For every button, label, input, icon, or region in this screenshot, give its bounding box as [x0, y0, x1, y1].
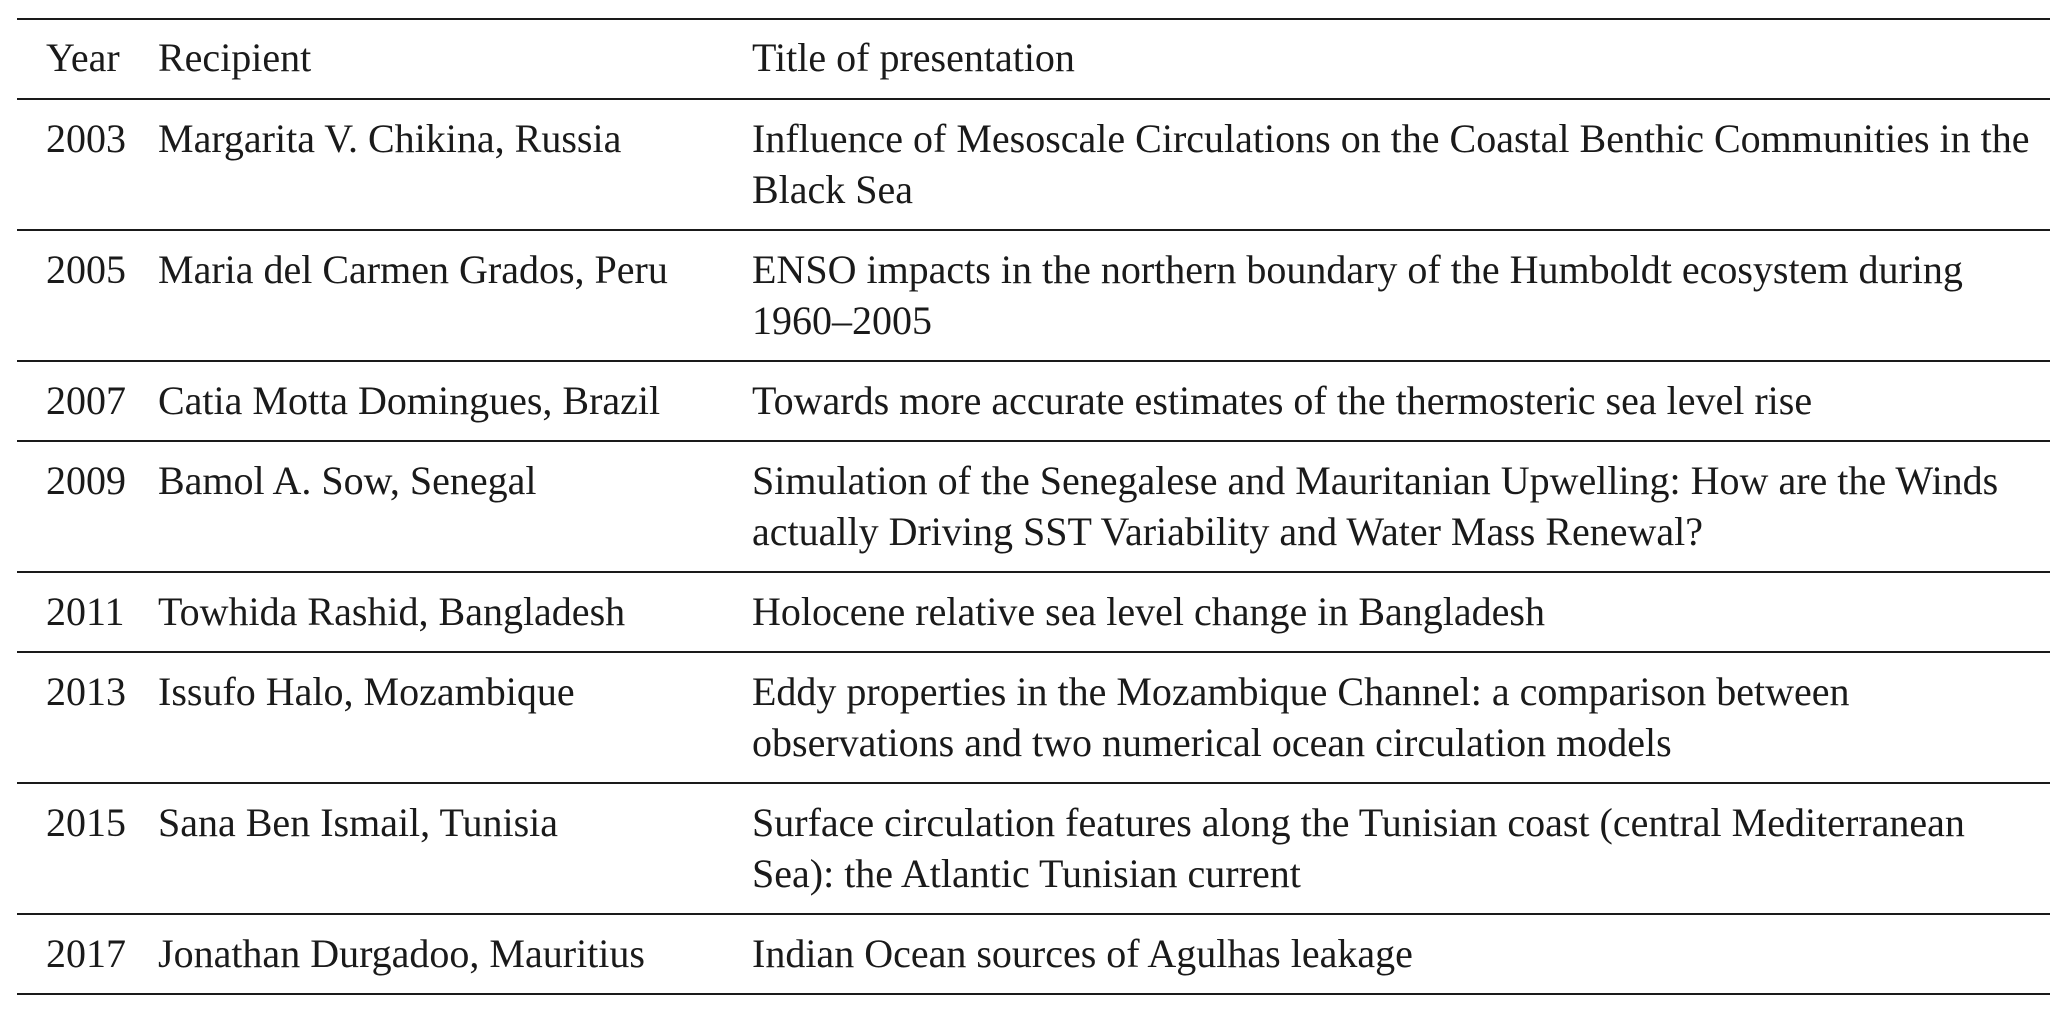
cell-year: 2003: [46, 116, 126, 161]
cell-recipient: Towhida Rashid, Bangladesh: [158, 589, 626, 634]
cell-year: 2005: [46, 247, 126, 292]
table-header: [17, 19, 2050, 99]
cell-title: Holocene relative sea level change in Bangladesh: [752, 589, 1545, 634]
table-row: [17, 230, 2050, 361]
header-year: Year: [46, 35, 120, 80]
cell-year: 2017: [46, 931, 126, 976]
cell-title: Towards more accurate estimates of the thermosteric sea level rise: [752, 378, 1813, 423]
cell-title: Indian Ocean sources of Agulhas leakage: [752, 931, 1413, 976]
cell-recipient: Jonathan Durgadoo, Mauritius: [158, 931, 645, 976]
table-row: [17, 572, 2050, 652]
cell-title: Surface circulation features along the Tunisian coast (central Mediterranean Sea): the Atlantic Tunisian current: [752, 800, 1965, 896]
awards-table-container: [17, 18, 2050, 995]
header-title: Title of presentation: [752, 35, 1075, 80]
table-row: [17, 361, 2050, 441]
cell-title: Influence of Mesoscale Circulations on the Coastal Benthic Communities in the Black Sea: [752, 116, 2030, 212]
cell-title: ENSO impacts in the northern boundary of the Humboldt ecosystem during 1960–2005: [752, 247, 1963, 343]
cell-year: 2009: [46, 458, 126, 503]
header-recipient: Recipient: [158, 35, 312, 80]
table-row: [17, 99, 2050, 230]
cell-year: 2007: [46, 378, 126, 423]
cell-recipient: Maria del Carmen Grados, Peru: [158, 247, 668, 292]
cell-recipient: Issufo Halo, Mozambique: [158, 669, 575, 714]
cell-title: Simulation of the Senegalese and Mauritanian Upwelling: How are the Winds actually Driving SST Variability and Water Mass Renewal?: [752, 458, 1999, 554]
cell-recipient: Catia Motta Domingues, Brazil: [158, 378, 661, 423]
cell-recipient: Sana Ben Ismail, Tunisia: [158, 800, 559, 845]
cell-recipient: Bamol A. Sow, Senegal: [158, 458, 537, 503]
cell-year: 2015: [46, 800, 126, 845]
awards-table: [17, 18, 2050, 995]
cell-recipient: Margarita V. Chikina, Russia: [158, 116, 622, 161]
cell-year: 2011: [46, 589, 125, 634]
table-body: [17, 99, 2050, 994]
table-row: [17, 441, 2050, 572]
table-row: [17, 783, 2050, 914]
cell-title: Eddy properties in the Mozambique Channel: a comparison between observations and two numerical ocean circulation models: [752, 669, 1850, 765]
table-row: [17, 652, 2050, 783]
header-row: [17, 19, 2050, 99]
table-row: [17, 914, 2050, 994]
cell-year: 2013: [46, 669, 126, 714]
